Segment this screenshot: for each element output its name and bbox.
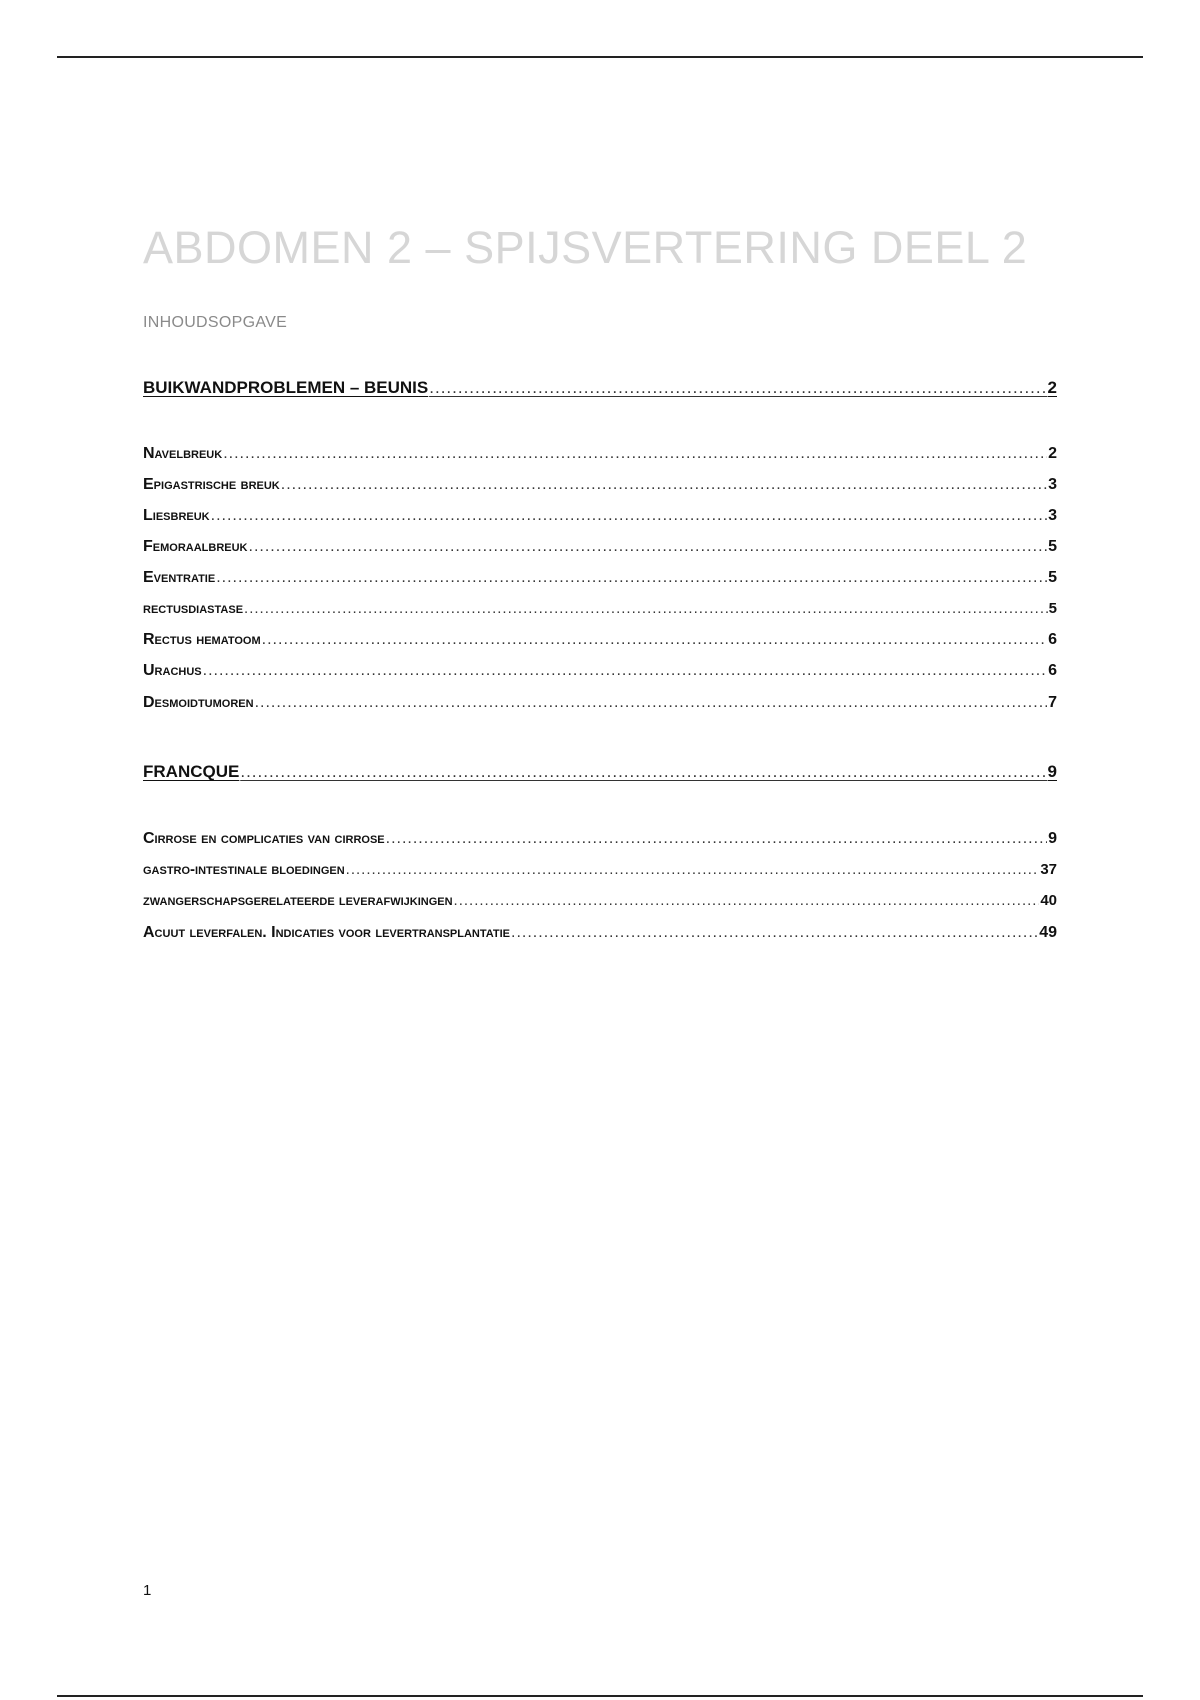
- toc-leader: [244, 600, 1048, 617]
- toc-page-number: 3: [1048, 507, 1057, 524]
- toc-leader: [454, 892, 1040, 909]
- toc-entry-zwangerschapsgerelateerde-leverafwijkingen[interactable]: [143, 892, 1057, 909]
- toc-entry-label: zwangerschapsgerelateerde leverafwijkingen: [143, 892, 453, 909]
- toc-entry-label: Acuut leverfalen. Indicaties voor levertransplantatie: [143, 924, 511, 941]
- toc-entry-label: Rectus hematoom: [143, 631, 261, 648]
- toc-section-francque[interactable]: [143, 762, 1057, 782]
- toc-leader: [281, 476, 1047, 494]
- toc-page-number: 6: [1048, 631, 1057, 648]
- toc-entry-liesbreuk[interactable]: [143, 507, 1057, 525]
- toc-section-buikwandproblemen[interactable]: [143, 378, 1057, 398]
- toc-page-number: 9: [1048, 830, 1057, 847]
- document-title: ABDOMEN 2 – SPIJSVERTERING DEEL 2: [143, 222, 1028, 273]
- toc-entry-label: gastro-intestinale bloedingen: [143, 861, 345, 878]
- toc-entry-label: Cirrose en complicaties van cirrose: [143, 830, 385, 847]
- toc-entry-acuut-leverfalen[interactable]: [143, 924, 1057, 942]
- toc-entry-label: rectusdiastase: [143, 600, 244, 617]
- toc-entry-navelbreuk[interactable]: [143, 445, 1057, 463]
- toc-entry-label: Liesbreuk: [143, 507, 210, 524]
- toc-entry-label: Eventratie: [143, 569, 216, 586]
- toc-entry-rectus-hematoom[interactable]: [143, 631, 1057, 649]
- toc-entry-label: Femoraalbreuk: [143, 538, 248, 555]
- toc-leader: [255, 694, 1048, 712]
- toc-page-number: 5: [1048, 538, 1057, 555]
- toc-entry-cirrose[interactable]: [143, 830, 1057, 848]
- toc-entry-desmoidtumoren[interactable]: [143, 694, 1057, 712]
- toc-leader: [240, 762, 1046, 782]
- toc-entry-label: Navelbreuk: [143, 445, 223, 462]
- toc-entry-urachus[interactable]: [143, 662, 1057, 680]
- toc-entry-label: FRANCQUE: [143, 762, 240, 781]
- toc-page-number: 6: [1048, 662, 1057, 679]
- header-rule: [57, 56, 1143, 58]
- toc-leader: [216, 569, 1047, 587]
- page-number: 1: [143, 1582, 152, 1599]
- toc-entry-femoraalbreuk[interactable]: [143, 538, 1057, 556]
- toc-entry-label: Epigastrische breuk: [143, 476, 280, 493]
- toc-entry-label: Desmoidtumoren: [143, 694, 254, 711]
- toc-entry-label: BUIKWANDPROBLEMEN – BEUNIS: [143, 378, 429, 397]
- toc-entry-epigastrische-breuk[interactable]: [143, 476, 1057, 494]
- toc-entry-label: Urachus: [143, 662, 202, 679]
- toc-leader: [262, 631, 1047, 649]
- toc-entry-eventratie[interactable]: [143, 569, 1057, 587]
- toc-heading: INHOUDSOPGAVE: [143, 314, 288, 331]
- toc-leader: [223, 445, 1047, 463]
- toc-entry-rectusdiastase[interactable]: [143, 600, 1057, 617]
- toc-leader: [511, 924, 1038, 942]
- toc-page-number: 5: [1048, 569, 1057, 586]
- toc-page-number: 3: [1048, 476, 1057, 493]
- toc-leader: [346, 861, 1040, 878]
- toc-page-number: 7: [1048, 694, 1057, 711]
- toc-leader: [203, 662, 1047, 680]
- toc-page-number: 2: [1047, 378, 1057, 397]
- toc-leader: [386, 830, 1047, 848]
- toc-page-number: 9: [1047, 762, 1057, 781]
- toc-entry-gastro-intestinale-bloedingen[interactable]: [143, 861, 1057, 878]
- footer-rule: [57, 1695, 1143, 1697]
- toc-page-number: 2: [1048, 445, 1057, 462]
- toc-page-number: 37: [1040, 861, 1057, 878]
- toc-page-number: 5: [1048, 600, 1057, 617]
- toc-page-number: 40: [1040, 892, 1057, 909]
- toc-leader: [211, 507, 1047, 525]
- toc-leader: [429, 378, 1046, 398]
- toc-leader: [249, 538, 1048, 556]
- toc-page-number: 49: [1039, 924, 1057, 941]
